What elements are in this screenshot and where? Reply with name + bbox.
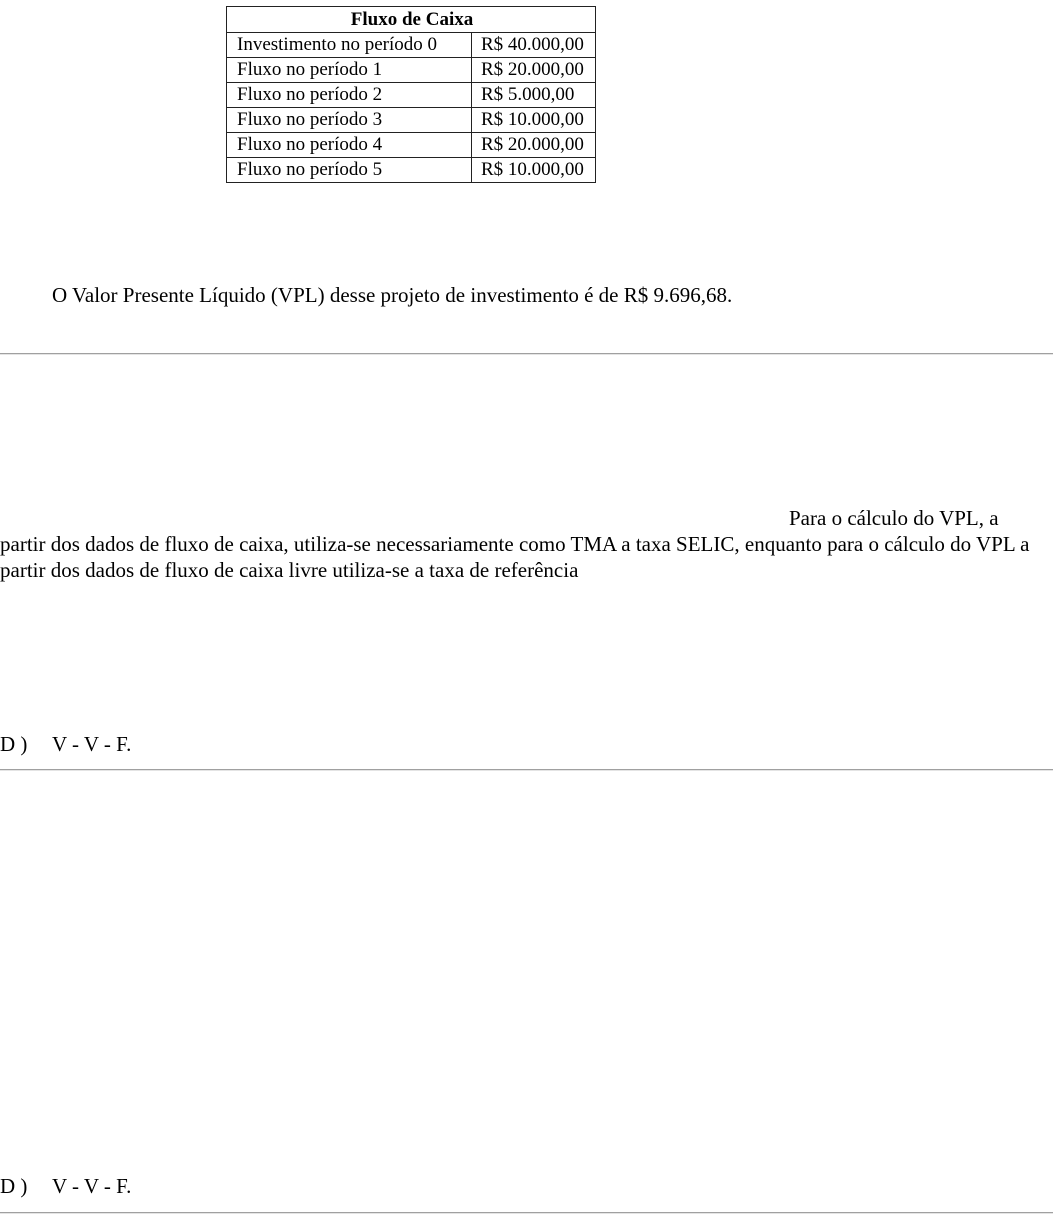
table-row [227, 158, 596, 183]
row-value: R$ 20.000,00 [472, 133, 596, 158]
answer-option [0, 732, 131, 757]
row-label: Fluxo no período 5 [227, 158, 472, 183]
table-row [227, 33, 596, 58]
row-label: Fluxo no período 3 [227, 108, 472, 133]
table-row [227, 108, 596, 133]
table-title: Fluxo de Caixa [227, 7, 596, 33]
row-value: R$ 10.000,00 [472, 108, 596, 133]
answer-text: V - V - F. [52, 732, 132, 756]
row-label: Fluxo no período 4 [227, 133, 472, 158]
table-row [227, 58, 596, 83]
table-row [227, 133, 596, 158]
row-label: Investimento no período 0 [227, 33, 472, 58]
horizontal-divider [0, 353, 1053, 355]
answer-option [0, 1174, 131, 1199]
cash-flow-table-container [226, 6, 596, 183]
answer-letter: D ) [0, 732, 28, 756]
row-value: R$ 10.000,00 [472, 158, 596, 183]
answer-text: V - V - F. [52, 1174, 132, 1198]
row-label: Fluxo no período 2 [227, 83, 472, 108]
cash-flow-table [226, 6, 596, 183]
horizontal-divider [0, 1212, 1053, 1214]
horizontal-divider [0, 769, 1053, 771]
question-paragraph: Para o cálculo do VPL, a partir dos dados de fluxo de caixa, utiliza-se necessariamente como TMA a taxa SELIC, enquanto para o cálculo do VPL a partir dos dados de fluxo de caixa livre utiliza-se a taxa de referência [0, 506, 1030, 582]
row-label: Fluxo no período 1 [227, 58, 472, 83]
row-value: R$ 5.000,00 [472, 83, 596, 108]
answer-letter: D ) [0, 1174, 28, 1198]
table-header-row [227, 7, 596, 33]
row-value: R$ 40.000,00 [472, 33, 596, 58]
row-value: R$ 20.000,00 [472, 58, 596, 83]
table-row [227, 83, 596, 108]
vpl-statement: O Valor Presente Líquido (VPL) desse projeto de investimento é de R$ 9.696,68. [52, 283, 733, 307]
